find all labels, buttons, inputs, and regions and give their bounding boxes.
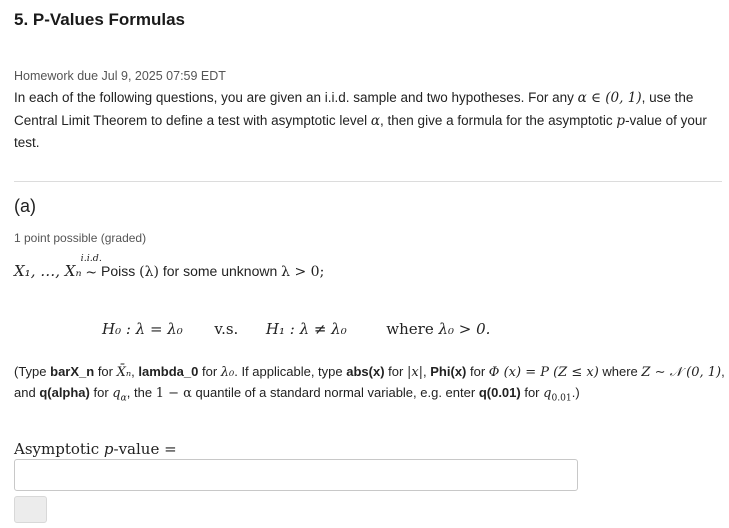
intro-text-4: -value of your test. bbox=[14, 112, 707, 150]
hint-keyword: barX_n bbox=[50, 364, 95, 379]
hint-text: for bbox=[466, 364, 489, 379]
hint-text: for bbox=[94, 364, 117, 379]
hint-math: Φ (x) = P (Z ≤ x) bbox=[488, 365, 599, 380]
hint-keyword: abs(x) bbox=[346, 364, 385, 379]
hint-keyword: Phi(x) bbox=[430, 364, 467, 379]
points-possible: 1 point possible (graded) bbox=[14, 231, 147, 245]
hint-text: (Type bbox=[14, 364, 51, 379]
distribution-param: (λ) bbox=[139, 264, 159, 280]
hint-math: X̄ₙ bbox=[116, 365, 132, 380]
hint-keyword: q(0.01) bbox=[478, 385, 521, 400]
hint-text: for bbox=[520, 385, 544, 400]
hint-math: q bbox=[112, 386, 121, 401]
hint-text: for bbox=[89, 385, 113, 400]
sample-statement bbox=[14, 252, 325, 281]
answer-input[interactable] bbox=[14, 459, 578, 491]
part-label: (a) bbox=[14, 196, 36, 216]
input-hint bbox=[14, 362, 726, 409]
null-hypothesis: H₀ : λ = λ₀ bbox=[102, 320, 183, 338]
intro-text-1: In each of the following questions, you are given an i.i.d. sample and two hypotheses. For any bbox=[14, 90, 578, 105]
p-symbol: p bbox=[616, 112, 626, 129]
iid-label: i.i.d. bbox=[80, 252, 102, 264]
section-divider bbox=[14, 181, 722, 182]
sample-variables: X₁, …, Xₙ bbox=[14, 262, 82, 280]
answer-label-p: p bbox=[103, 440, 114, 458]
alpha-symbol: α bbox=[370, 112, 381, 129]
submit-button[interactable] bbox=[14, 496, 47, 523]
intro-text-3: , then give a formula for the asymptotic bbox=[380, 112, 617, 128]
page-title: 5. P-Values Formulas bbox=[14, 10, 186, 29]
hypotheses bbox=[102, 320, 490, 338]
alternative-hypothesis: H₁ : λ ≠ λ₀ bbox=[265, 320, 347, 338]
hint-keyword: q(alpha) bbox=[39, 385, 90, 400]
hint-math: Z ∼ 𝒩 (0, 1) bbox=[641, 365, 722, 380]
hint-math: 1 − α bbox=[155, 386, 192, 401]
hint-math: |x| bbox=[406, 365, 424, 380]
hint-text: for bbox=[384, 364, 407, 379]
hint-math: λ₀ bbox=[220, 365, 235, 380]
hint-math: q bbox=[543, 386, 552, 401]
answer-label-text: Asymptotic bbox=[14, 440, 104, 458]
unknown-condition: λ > 0; bbox=[281, 264, 325, 280]
where-label: where bbox=[386, 320, 434, 338]
iid-tilde bbox=[80, 252, 102, 281]
hint-text: quantile of a standard normal variable, e.g. enter bbox=[191, 385, 479, 400]
hint-keyword: lambda_0 bbox=[138, 364, 199, 379]
hint-math-sub: α bbox=[120, 393, 127, 404]
answer-label-text: -value = bbox=[113, 440, 177, 458]
hint-math-sub: 0.01 bbox=[551, 393, 572, 404]
hint-text: , the bbox=[126, 385, 156, 400]
versus-label: v.s. bbox=[214, 320, 239, 338]
distribution-name: Poiss bbox=[101, 263, 136, 279]
intro-text-2: , use the Central Limit Theorem to define a test with asymptotic level bbox=[14, 90, 694, 128]
tilde-symbol: ~ bbox=[85, 264, 98, 281]
answer-label bbox=[14, 440, 177, 458]
hint-text: , and bbox=[14, 364, 725, 400]
hint-text: .) bbox=[571, 385, 580, 400]
unknown-text: for some unknown bbox=[162, 263, 278, 279]
hint-text: , bbox=[131, 364, 139, 379]
hint-text: where bbox=[598, 364, 642, 379]
hint-text: for bbox=[198, 364, 221, 379]
hint-text: . If applicable, type bbox=[234, 364, 347, 379]
problem-intro bbox=[14, 87, 722, 154]
lambda0-condition: λ₀ > 0. bbox=[438, 320, 491, 338]
hint-text: , bbox=[423, 364, 431, 379]
due-date: Homework due Jul 9, 2025 07:59 EDT bbox=[14, 69, 226, 83]
alpha-interval: α ∈ (0, 1) bbox=[577, 90, 642, 106]
